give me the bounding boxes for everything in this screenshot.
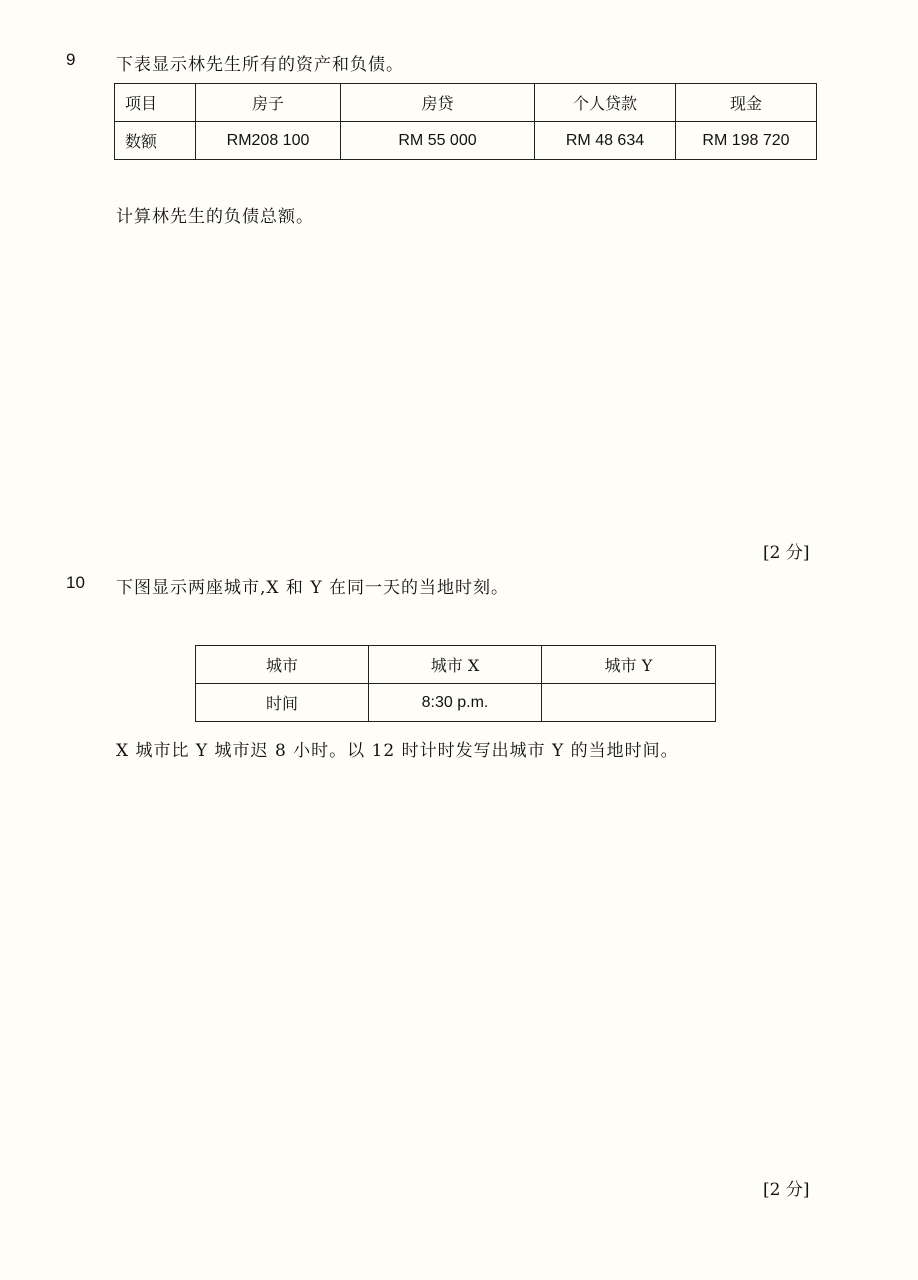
question-10-marks: [2 分]	[763, 1180, 810, 1200]
q9-value-mortgage: RM 55 000	[341, 122, 535, 160]
question-9-number: 9	[66, 50, 76, 69]
q10-row-label-time: 时间	[196, 684, 369, 722]
q9-assets-liabilities-table	[114, 83, 817, 160]
question-9-marks: [2 分]	[763, 543, 810, 563]
q10-table-time-row	[196, 684, 716, 722]
question-10-prompt: X 城市比 Y 城市迟 8 小时。以 12 时计时发写出城市 Y 的当地时间。	[116, 741, 679, 761]
question-10-number: 10	[66, 573, 85, 592]
q10-header-city-x: 城市 X	[369, 646, 542, 684]
q9-value-cash: RM 198 720	[676, 122, 817, 160]
q9-header-item: 项目	[115, 84, 196, 122]
q9-row-label-amount: 数额	[115, 122, 196, 160]
q9-header-personal-loan: 个人贷款	[535, 84, 676, 122]
q10-header-city: 城市	[196, 646, 369, 684]
q10-table-header-row	[196, 646, 716, 684]
q9-table-value-row	[115, 122, 817, 160]
q10-city-time-table	[195, 645, 716, 722]
q9-header-cash: 现金	[676, 84, 817, 122]
q10-time-city-x: 8:30 p.m.	[369, 684, 542, 722]
q9-table-header-row	[115, 84, 817, 122]
q10-header-city-y: 城市 Y	[542, 646, 716, 684]
q9-value-house: RM208 100	[196, 122, 341, 160]
question-10-intro: 下图显示两座城市,X 和 Y 在同一天的当地时刻。	[116, 578, 509, 598]
q9-header-mortgage: 房贷	[341, 84, 535, 122]
question-9-prompt: 计算林先生的负债总额。	[116, 207, 314, 227]
q9-value-personal-loan: RM 48 634	[535, 122, 676, 160]
q9-header-house: 房子	[196, 84, 341, 122]
question-9-intro: 下表显示林先生所有的资产和负债。	[116, 55, 404, 75]
q10-time-city-y	[542, 684, 716, 722]
